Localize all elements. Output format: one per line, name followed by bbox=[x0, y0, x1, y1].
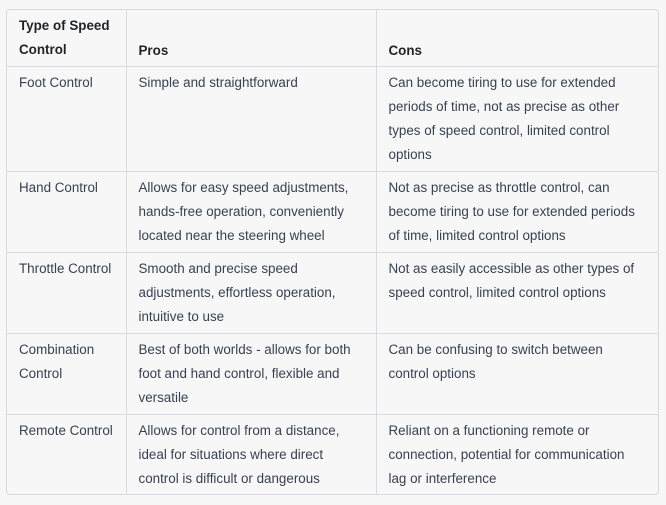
cell-pros: Simple and straightforward bbox=[126, 66, 376, 171]
cell-pros: Smooth and precise speed adjustments, effortless operation, intuitive to use bbox=[126, 252, 376, 333]
cell-type: Hand Control bbox=[7, 171, 126, 252]
cell-pros: Allows for control from a distance, ideal for situations where direct control is difficult or dangerous bbox=[126, 414, 376, 495]
cell-cons: Reliant on a functioning remote or connection, potential for communication lag or interference bbox=[376, 414, 658, 495]
cell-pros: Allows for easy speed adjustments, hands-free operation, conveniently located near the steering wheel bbox=[126, 171, 376, 252]
table-row bbox=[7, 171, 658, 252]
cell-type: Combination Control bbox=[7, 333, 126, 414]
header-cons: Cons bbox=[376, 10, 658, 66]
cell-cons: Can become tiring to use for extended periods of time, not as precise as other types of speed control, limited control options bbox=[376, 66, 658, 171]
cell-type: Foot Control bbox=[7, 66, 126, 171]
cell-type: Throttle Control bbox=[7, 252, 126, 333]
cell-type: Remote Control bbox=[7, 414, 126, 495]
comparison-table bbox=[7, 10, 658, 495]
table-row bbox=[7, 414, 658, 495]
header-pros: Pros bbox=[126, 10, 376, 66]
cell-cons: Can be confusing to switch between control options bbox=[376, 333, 658, 414]
cell-cons: Not as easily accessible as other types of speed control, limited control options bbox=[376, 252, 658, 333]
speed-control-table bbox=[6, 9, 659, 495]
table-row bbox=[7, 333, 658, 414]
table-row bbox=[7, 252, 658, 333]
cell-pros: Best of both worlds - allows for both foot and hand control, flexible and versatile bbox=[126, 333, 376, 414]
header-type: Type of Speed Control bbox=[7, 10, 126, 66]
table-header-row bbox=[7, 10, 658, 66]
cell-cons: Not as precise as throttle control, can become tiring to use for extended periods of time, limited control options bbox=[376, 171, 658, 252]
table-row bbox=[7, 66, 658, 171]
